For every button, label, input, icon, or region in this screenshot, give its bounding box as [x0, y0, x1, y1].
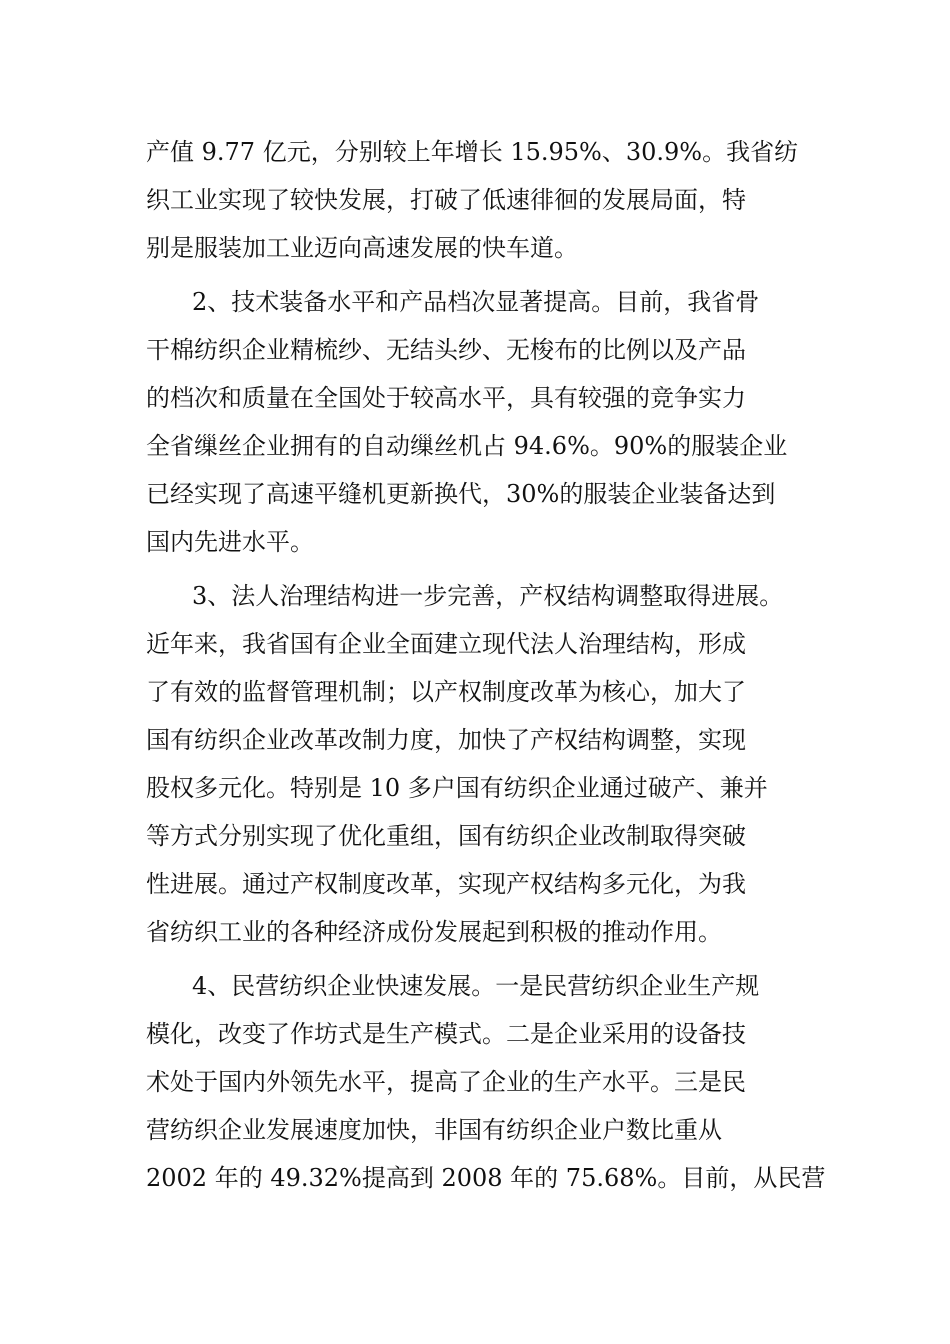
text-line: 全省缫丝企业拥有的自动缫丝机占 94.6%。90%的服装企业	[146, 432, 788, 460]
text-line: 2002 年的 49.32%提高到 2008 年的 75.68%。目前，从民营	[146, 1164, 826, 1192]
text-line: 产值 9.77 亿元，分别较上年增长 15.95%、30.9%。我省纺	[146, 138, 799, 166]
text-line: 省纺织工业的各种经济成份发展起到积极的推动作用。	[146, 918, 722, 946]
text-line: 国内先进水平。	[146, 528, 314, 556]
paragraph-1	[146, 128, 836, 272]
text-line: 性进展。通过产权制度改革，实现产权结构多元化，为我	[146, 870, 746, 898]
text-line: 近年来，我省国有企业全面建立现代法人治理结构，形成	[146, 630, 746, 658]
text-line: 模化，改变了作坊式是生产模式。二是企业采用的设备技	[146, 1020, 746, 1048]
text-line: 股权多元化。特别是 10 多户国有纺织企业通过破产、兼并	[146, 774, 768, 802]
text-line: 了有效的监督管理机制；以产权制度改革为核心，加大了	[146, 678, 746, 706]
paragraph-4	[146, 962, 836, 1202]
text-line: 的档次和质量在全国处于较高水平，具有较强的竞争实力	[146, 384, 746, 412]
text-line: 已经实现了高速平缝机更新换代，30%的服装企业装备达到	[146, 480, 776, 508]
text-line: 术处于国内外领先水平，提高了企业的生产水平。三是民	[146, 1068, 746, 1096]
text-line: 4、民营纺织企业快速发展。一是民营纺织企业生产规	[192, 972, 760, 1000]
text-line: 3、法人治理结构进一步完善，产权结构调整取得进展。	[192, 582, 784, 610]
text-line: 国有纺织企业改革改制力度，加快了产权结构调整，实现	[146, 726, 746, 754]
text-line: 营纺织企业发展速度加快，非国有纺织企业户数比重从	[146, 1116, 722, 1144]
document-body	[146, 128, 836, 1202]
text-line: 干棉纺织企业精梳纱、无结头纱、无梭布的比例以及产品	[146, 336, 746, 364]
text-line: 等方式分别实现了优化重组，国有纺织企业改制取得突破	[146, 822, 746, 850]
paragraph-3	[146, 572, 836, 956]
text-line: 别是服装加工业迈向高速发展的快车道。	[146, 234, 578, 262]
text-line: 织工业实现了较快发展，打破了低速徘徊的发展局面，特	[146, 186, 746, 214]
text-line: 2、技术装备水平和产品档次显著提高。目前，我省骨	[192, 288, 760, 316]
paragraph-2	[146, 278, 836, 566]
